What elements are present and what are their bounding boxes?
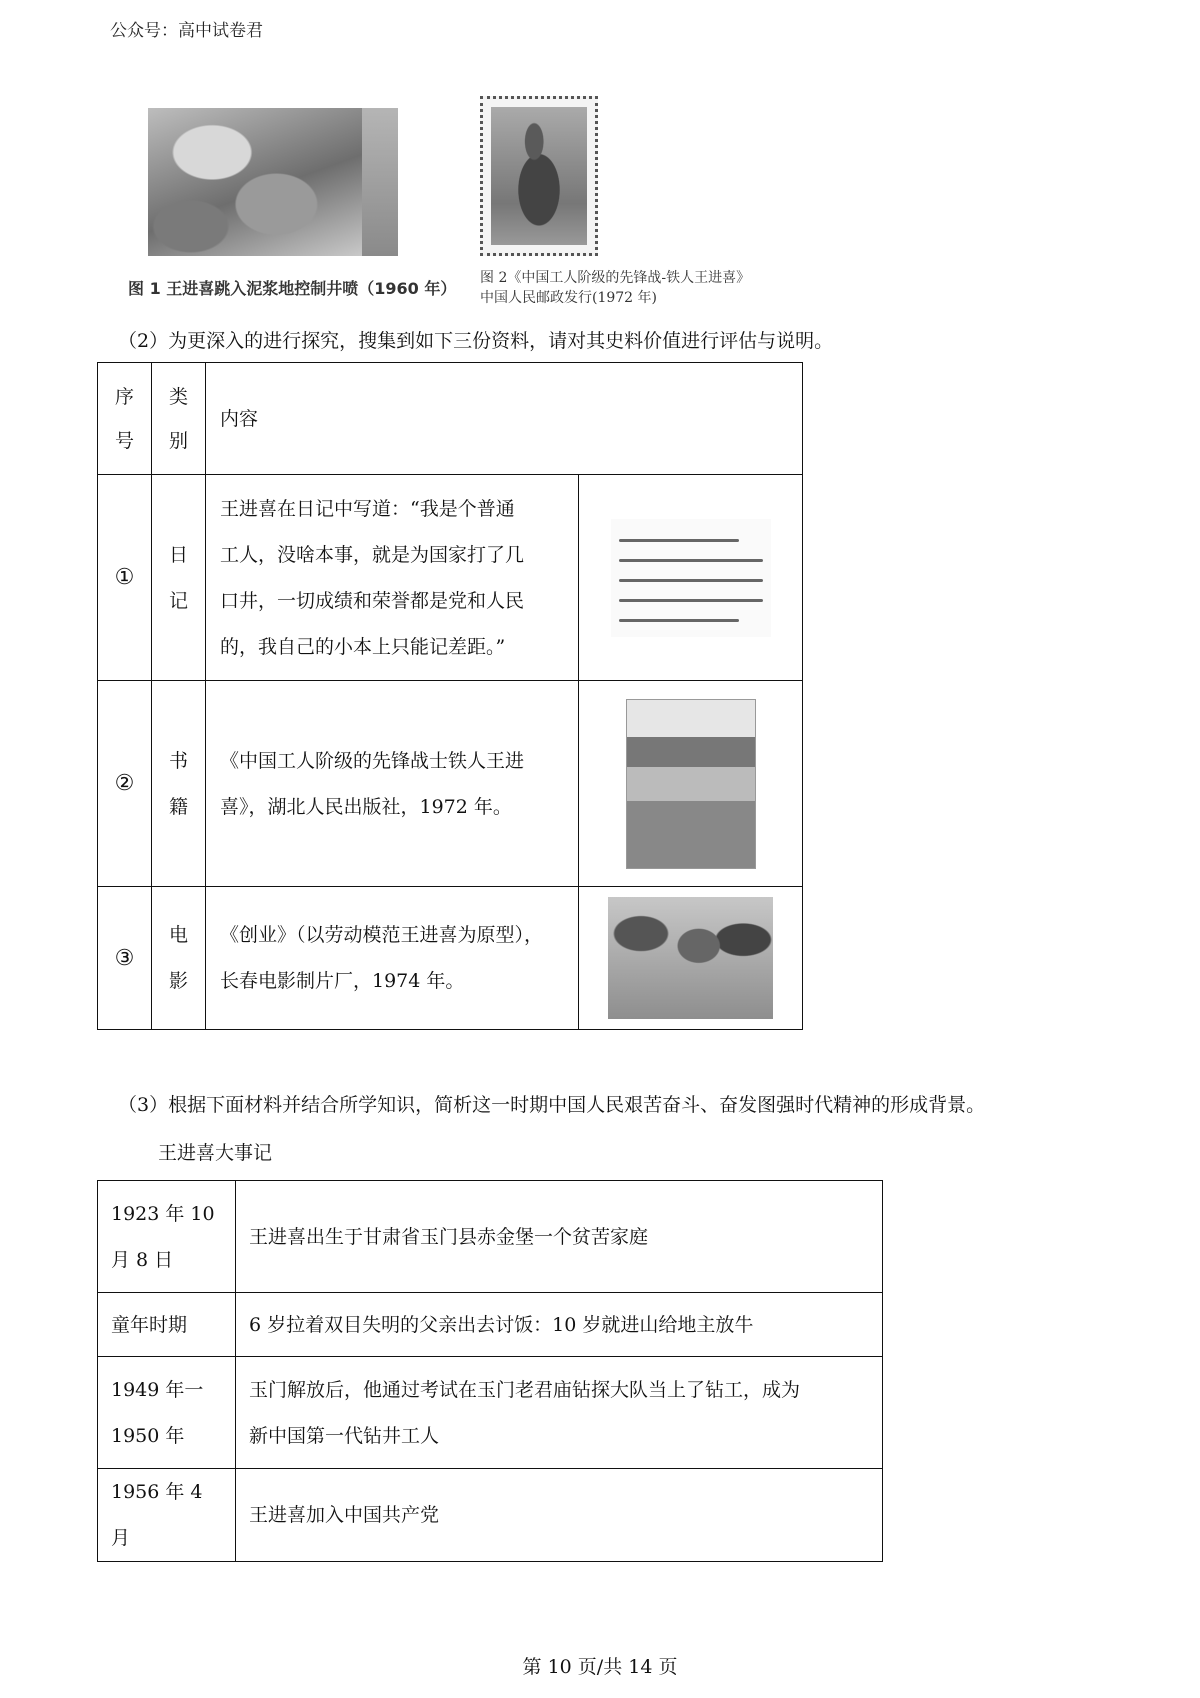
table-row xyxy=(98,887,803,1030)
page-footer: 第 10 页/共 14 页 xyxy=(522,1656,678,1678)
chronology-event: 王进喜加入中国共产党 xyxy=(236,1469,883,1562)
header-category: 类 别 xyxy=(152,363,206,475)
row-number: ① xyxy=(98,475,152,681)
chronology-date: 1949 年一 1950 年 xyxy=(98,1357,236,1469)
question-3: （3）根据下面材料并结合所学知识，简析这一时期中国人民艰苦奋斗、奋发图强时代精神的形成背景。 xyxy=(118,1094,986,1116)
diary-image xyxy=(579,475,803,681)
figure1-caption: 图 1 王进喜跳入泥浆地控制井喷（1960 年） xyxy=(128,279,457,298)
figure1-photo-edge xyxy=(362,108,398,256)
chronology-date: 1956 年 4 月 xyxy=(98,1469,236,1562)
figure2-caption-line1: 图 2《中国工人阶级的先锋战-铁人王进喜》 xyxy=(480,270,751,286)
row-content: 《中国工人阶级的先锋战士铁人王进 喜》，湖北人民出版社，1972 年。 xyxy=(206,681,579,887)
header-note: 公众号：高中试卷君 xyxy=(110,21,263,41)
table-row xyxy=(98,1293,883,1357)
row-content: 王进喜在日记中写道：“我是个普通 工人，没啥本事，就是为国家打了几 口井，一切成绩和荣誉都是党和人民 的，我自己的小本上只能记差距。” xyxy=(206,475,579,681)
figure2-caption-line2: 中国人民邮政发行(1972 年) xyxy=(480,290,658,306)
chronology-table xyxy=(97,1180,883,1562)
table-row xyxy=(98,1181,883,1293)
sources-table xyxy=(97,362,803,1030)
table-header-row xyxy=(98,363,803,475)
row-number: ② xyxy=(98,681,152,887)
table-row xyxy=(98,1469,883,1562)
row-category: 日 记 xyxy=(152,475,206,681)
header-num: 序 号 xyxy=(98,363,152,475)
chronology-event: 王进喜出生于甘肃省玉门县赤金堡一个贫苦家庭 xyxy=(236,1181,883,1293)
row-category: 书 籍 xyxy=(152,681,206,887)
question-2: （2）为更深入的进行探究，搜集到如下三份资料，请对其史料价值进行评估与说明。 xyxy=(118,330,834,352)
row-content: 《创业》（以劳动模范王进喜为原型）， 长春电影制片厂，1974 年。 xyxy=(206,887,579,1030)
row-category: 电 影 xyxy=(152,887,206,1030)
figure1-photo xyxy=(148,108,362,256)
chronology-event: 玉门解放后，他通过考试在玉门老君庙钻探大队当上了钻工，成为 新中国第一代钻井工人 xyxy=(236,1357,883,1469)
book-cover-image xyxy=(579,681,803,887)
chronology-date: 1923 年 10 月 8 日 xyxy=(98,1181,236,1293)
row-number: ③ xyxy=(98,887,152,1030)
table-row xyxy=(98,681,803,887)
table-row xyxy=(98,1357,883,1469)
chronology-event: 6 岁拉着双目失明的父亲出去讨饭：10 岁就进山给地主放牛 xyxy=(236,1293,883,1357)
figure2-caption xyxy=(480,268,750,308)
chronology-title: 王进喜大事记 xyxy=(158,1142,273,1164)
header-content: 内容 xyxy=(206,363,803,475)
table-row xyxy=(98,475,803,681)
chronology-date: 童年时期 xyxy=(98,1293,236,1357)
film-still-image xyxy=(579,887,803,1030)
figure2-stamp-image xyxy=(480,96,598,256)
